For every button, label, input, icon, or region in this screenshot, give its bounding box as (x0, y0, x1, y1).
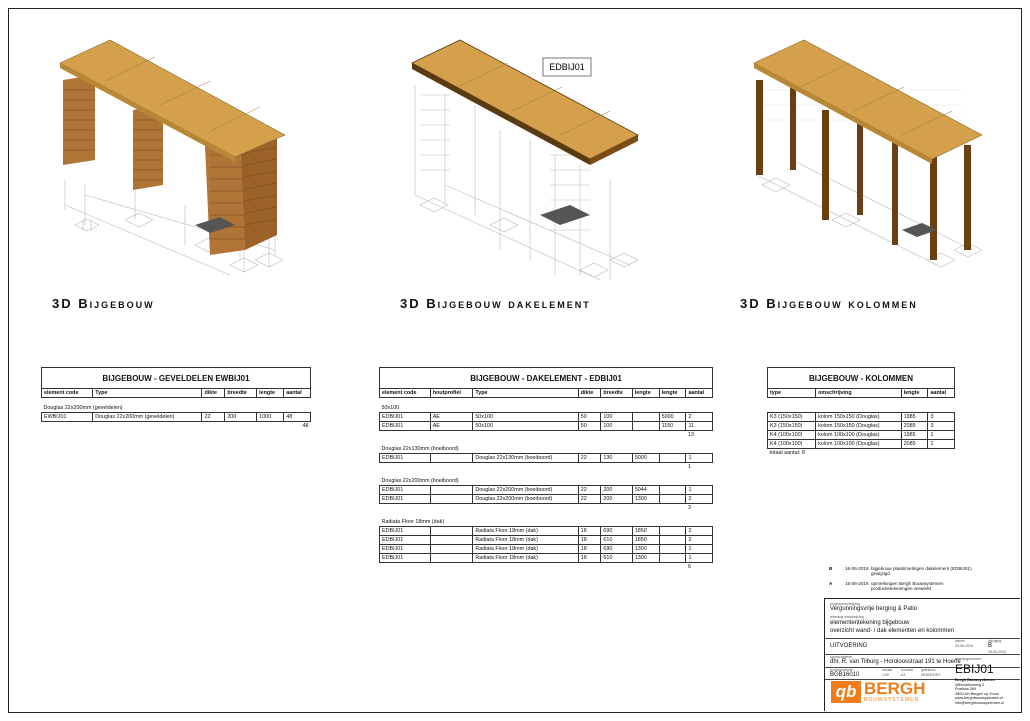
table-cell (430, 536, 473, 545)
table-cell: 100 (601, 422, 632, 431)
view-title-dakelement: 3D Bijgebouw dakelement (400, 296, 591, 311)
table-row (380, 486, 713, 495)
table-cell: 22 (578, 454, 601, 463)
table-cell: 200 (601, 486, 632, 495)
table-cell: K4 (100x100) (768, 431, 816, 440)
table-cell: EWBIJ01 (42, 413, 93, 422)
table-cell: 1 (928, 440, 955, 449)
table-cell: 200 (225, 413, 257, 422)
column-header: aantal (928, 389, 955, 398)
column-header: lengte (632, 389, 659, 398)
group-header-cell: Douglas 22x130mm (boeiboord) (381, 446, 459, 452)
table-cell (430, 554, 473, 563)
table-cell: 48 (284, 413, 311, 422)
table-row (768, 440, 955, 449)
table-cell: 200 (601, 495, 632, 504)
group-total-spacer (380, 463, 686, 472)
table-cell: EDBIJ01 (380, 413, 431, 422)
schaal-label: schaal (882, 668, 893, 672)
group-total-cell: 6 (687, 564, 691, 570)
header-row (42, 389, 311, 398)
project-label: projectomschrijving (830, 602, 860, 606)
revision-text: opmerkingen Bergh Bouwsystemen productietekeningen verwerkt (871, 580, 944, 592)
revision-letter: B (829, 566, 833, 571)
revision-row (829, 566, 981, 577)
table-cell: 50x100 (473, 413, 578, 422)
table-cell: 18 (578, 536, 601, 545)
table-cell: EDBIJ01 (380, 486, 431, 495)
client-name: dhr. R. van Tilburg - Horoloosstraat 191 te Hoerle (830, 659, 961, 665)
table-cell (430, 495, 473, 504)
table-cell (430, 454, 473, 463)
table-cell: 1150 (659, 422, 686, 431)
wijziging-value: B (988, 643, 993, 649)
datum-value: 09-06-2016 (955, 644, 973, 648)
schedule-kolommen (767, 367, 955, 457)
table-cell: 1300 (632, 554, 659, 563)
company-address (955, 678, 1004, 706)
column-header: breedte (601, 389, 632, 398)
render-bijgebouw-walls (45, 35, 290, 285)
table-cell: 1000 (257, 413, 284, 422)
table-cell (659, 554, 686, 563)
table-cell: 22 (578, 486, 601, 495)
logo-subtitle: BOUWSYSTEMEN (864, 697, 920, 703)
group-header (380, 439, 713, 454)
schaal-value: 1:50 (882, 673, 889, 677)
group-total-cell: 48 (302, 423, 309, 429)
table-cell: EDBIJ01 (380, 536, 431, 545)
column-header: houtprofiel (430, 389, 473, 398)
table-cell: 50 (578, 422, 601, 431)
column-header: aantal (686, 389, 713, 398)
table-row (768, 413, 955, 422)
table-cell: 1 (686, 454, 713, 463)
group-total-cell: 13 (687, 432, 694, 438)
column-header: Type (473, 389, 578, 398)
column-header: type (768, 389, 816, 398)
table-cell: Radiata Floor 18mm (dak) (473, 545, 578, 554)
table-cell: 22 (202, 413, 225, 422)
group-total (380, 463, 713, 472)
table-cell: K4 (100x100) (768, 440, 816, 449)
title-block (824, 598, 1020, 711)
table-cell: kolom 150x150 (Douglas) (816, 422, 902, 431)
table-cell: 50 (578, 413, 601, 422)
logo-mark: qb (831, 681, 861, 703)
table-cell: 1 (686, 545, 713, 554)
table-row (768, 431, 955, 440)
column-header: dikte (578, 389, 601, 398)
group-total (42, 422, 311, 431)
group-header-cell: Douglas 22x200mm (boeiboord) (381, 478, 459, 484)
table-cell: 100 (601, 413, 632, 422)
table-cell: 610 (601, 554, 632, 563)
table-cell: 2 (686, 495, 713, 504)
opdrachtgever-label: opdrachtgever (830, 655, 853, 659)
table-cell: 22 (578, 495, 601, 504)
group-header-cell: Douglas 22x200mm (geveldelen) (43, 405, 123, 411)
table-cell: 1 (928, 431, 955, 440)
table-row (380, 495, 713, 504)
table-cell (430, 527, 473, 536)
group-header (42, 398, 311, 413)
table-cell: 1 (686, 486, 713, 495)
table-cell: EDBIJ01 (380, 527, 431, 536)
revision-date: 15-06-2016 (845, 580, 869, 586)
table-cell: 3 (928, 413, 955, 422)
table-cell: 690 (601, 527, 632, 536)
table-cell: 3 (928, 422, 955, 431)
drawing-number: EBIJ01 (955, 662, 994, 676)
table-cell: 1300 (632, 495, 659, 504)
edbij01-tag: EDBIJ01 (549, 62, 585, 72)
render-bijgebouw-kolommen (742, 35, 987, 285)
table-cell: EDBIJ01 (380, 545, 431, 554)
group-total-spacer (380, 431, 686, 440)
table-row (380, 545, 713, 554)
table-cell (659, 454, 686, 463)
group-header-cell: 50x100 (381, 405, 400, 411)
table-cell: K3 (150x150) (768, 422, 816, 431)
column-header: dikte (202, 389, 225, 398)
project-number: BGB16010 (830, 672, 860, 678)
company-line: 4800 AH Bergen op Zoom (955, 691, 999, 696)
group-spacer (768, 398, 955, 413)
view-title-bijgebouw: 3D Bijgebouw (52, 296, 155, 311)
revision-date: 16-06-2016 (845, 566, 869, 571)
table-cell: Radiata Floor 18mm (dak) (473, 554, 578, 563)
company-line: www.berghbouwsystemen.nl (955, 696, 1004, 701)
column-header: aantal (284, 389, 311, 398)
render-bijgebouw-dakelement (400, 35, 645, 285)
table-cell: Radiata Floor 18mm (dak) (473, 527, 578, 536)
table-cell: AE (430, 422, 473, 431)
column-header: lengte (901, 389, 928, 398)
table-cell: 2085 (901, 422, 928, 431)
table-cell: EDBIJ01 (380, 495, 431, 504)
revision-text: bijgebouw plaatsmetingen dakelement (EDBIJ01) gewijzigd (871, 566, 972, 577)
header-row (380, 389, 713, 398)
table-cell: EDBIJ01 (380, 422, 431, 431)
table-cell: 5000 (632, 454, 659, 463)
table-cell: 5000 (659, 413, 686, 422)
table-cell: Douglas 22x200mm (boeiboord) (473, 495, 578, 504)
wijziging-date: 16-06-2016 (988, 650, 1006, 654)
column-header: breedte (225, 389, 257, 398)
column-header: Type (93, 389, 202, 398)
schedule-title: BIJGEBOUW - GEVELDELEN EWBIJ01 (41, 367, 311, 388)
table-cell (659, 495, 686, 504)
group-header (380, 471, 713, 486)
table-cell (659, 536, 686, 545)
table-cell: Douglas 22x130mm (boeiboord) (473, 454, 578, 463)
drawing-label: tekening omschrijving (830, 615, 864, 619)
table-cell: 610 (601, 536, 632, 545)
group-total (380, 431, 713, 440)
column-header: omschrijving (816, 389, 902, 398)
revision-list (829, 566, 981, 596)
formaat-value: A3 (901, 673, 906, 677)
getekend-label: getekend (921, 668, 936, 672)
table-cell: Douglas 22x200mm (boeiboord) (473, 486, 578, 495)
table-row (380, 422, 713, 431)
column-header: element code (42, 389, 93, 398)
table-cell: K3 (150x150) (768, 413, 816, 422)
table-cell: EDBIJ01 (380, 554, 431, 563)
table-cell (430, 486, 473, 495)
group-header (380, 512, 713, 527)
company-line: Witbroekseweg 2 (955, 682, 985, 687)
table-cell: 1 (686, 554, 713, 563)
table-cell: 2085 (901, 440, 928, 449)
table-cell: Douglas 22x200mm (geveldelen) (93, 413, 202, 422)
table-cell: 2 (686, 413, 713, 422)
table-cell (632, 422, 659, 431)
revision-row (829, 581, 981, 592)
table-cell: 130 (601, 454, 632, 463)
project-description: Vergunningsvrije berging & Patio (830, 606, 918, 612)
table-cell: 11 (686, 422, 713, 431)
table-row (380, 413, 713, 422)
table-cell: 1985 (901, 413, 928, 422)
table-cell: 1300 (632, 545, 659, 554)
group-total-cell: 1 (687, 464, 691, 470)
table-cell: 18 (578, 554, 601, 563)
table-row (380, 454, 713, 463)
company-line: Postbus 360 (955, 687, 977, 692)
schedule-geveldelen (41, 367, 311, 430)
table-cell: 2 (686, 536, 713, 545)
group-header-cell: Radiata Floor 18mm (dak) (381, 519, 445, 525)
revision-letter: A (829, 580, 833, 586)
header-row (768, 389, 955, 398)
table-cell: 1850 (632, 536, 659, 545)
table-cell: 18 (578, 545, 601, 554)
group-header (380, 398, 713, 413)
wijziging-label: wijziging (988, 639, 1002, 643)
company-line: Bergh Bouwsystemen (955, 678, 995, 682)
group-spacer-cell (768, 398, 955, 413)
table-cell: 18 (578, 527, 601, 536)
table-row (380, 554, 713, 563)
table-cell: kolom 100x100 (Douglas) (816, 431, 902, 440)
drawing-status: UITVOERING (830, 643, 868, 649)
group-total-cell: 3 (687, 505, 691, 511)
logo-name: BERGH (864, 679, 926, 698)
total-count (768, 449, 955, 458)
group-total-spacer (380, 563, 686, 572)
company-line: info@berghbouwsystemen.nl (955, 700, 1005, 705)
table-cell: kolom 150x150 (Douglas) (816, 413, 902, 422)
table-cell (430, 545, 473, 554)
projectnr-label: projectnummer (830, 668, 854, 672)
drawing-description-1: elemententekening bijgebouw (830, 620, 910, 626)
table-row (380, 527, 713, 536)
table-row (380, 536, 713, 545)
bergh-logo (831, 681, 925, 703)
table-cell: 50x100 (473, 422, 578, 431)
formaat-label: formaat (901, 668, 913, 672)
getekend-value: DENNYHEX (921, 673, 941, 677)
table-row (42, 413, 311, 422)
total-count-cell: totaal aantal: 8 (769, 450, 805, 456)
table-cell: 1985 (901, 431, 928, 440)
group-total-spacer (380, 504, 686, 513)
tekeningnr-label: tekeningnummer (955, 657, 982, 661)
view-title-kolommen: 3D Bijgebouw kolommen (740, 296, 918, 311)
table-cell (659, 527, 686, 536)
table-cell: 1850 (632, 527, 659, 536)
group-total (380, 504, 713, 513)
schedule-title: BIJGEBOUW - DAKELEMENT - EDBIJ01 (379, 367, 713, 388)
column-header: lengte (257, 389, 284, 398)
column-header: lengte (659, 389, 686, 398)
drawing-description-2: overzicht wand- / dak elementen en kolommen (830, 628, 955, 634)
group-total (380, 563, 713, 572)
table-cell: Radiata Floor 18mm (dak) (473, 536, 578, 545)
schedule-title: BIJGEBOUW - KOLOMMEN (767, 367, 955, 388)
column-header: element code (380, 389, 431, 398)
table-cell (632, 413, 659, 422)
table-cell: kolom 100x100 (Douglas) (816, 440, 902, 449)
table-cell: 2 (686, 527, 713, 536)
schedule-dakelement (379, 367, 713, 571)
table-cell (659, 545, 686, 554)
datum-label: datum (955, 639, 965, 643)
table-cell: 5044 (632, 486, 659, 495)
table-cell (659, 486, 686, 495)
table-cell: 690 (601, 545, 632, 554)
table-cell: AE (430, 413, 473, 422)
table-row (768, 422, 955, 431)
table-cell: EDBIJ01 (380, 454, 431, 463)
